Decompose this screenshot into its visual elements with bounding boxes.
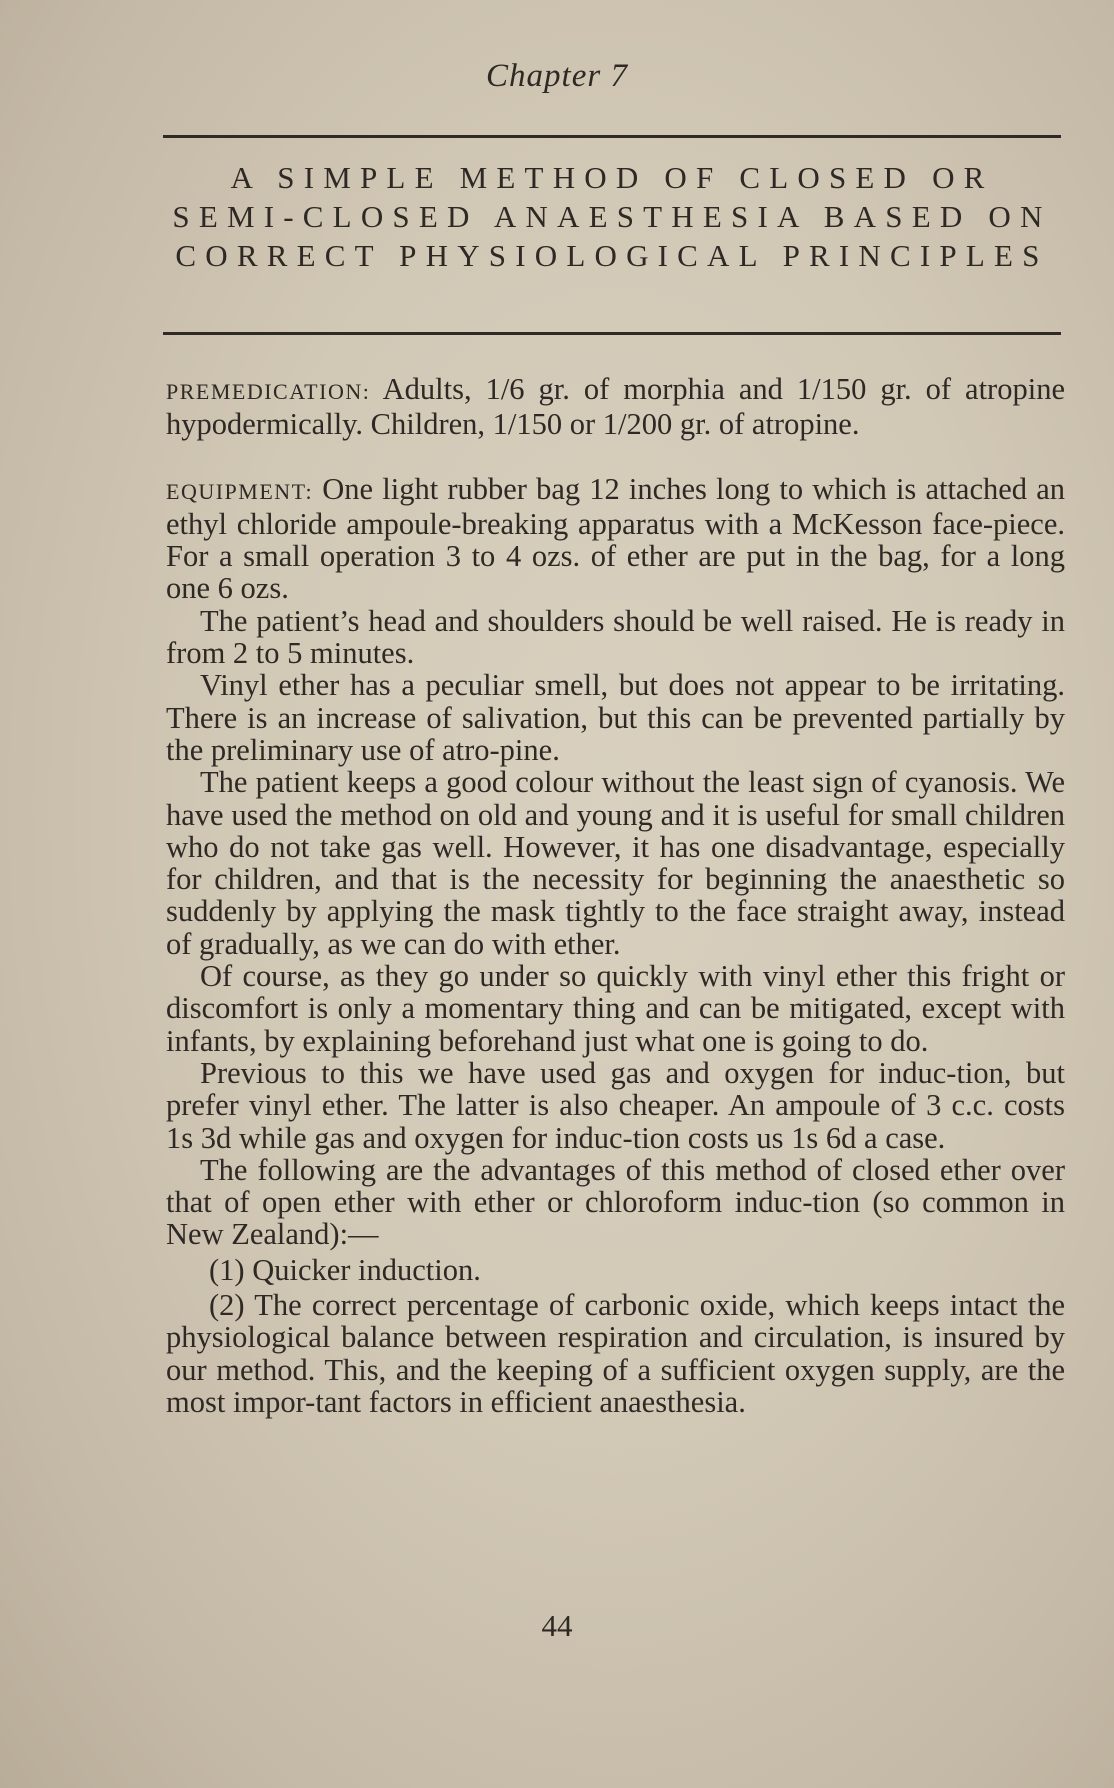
equipment-text: One light rubber bag 12 inches long to which is attached an ethyl chloride ampoule-breaking apparatus with a McKesson face-piece. For a small operation 3 to 4 ozs. of ether are put in the bag, for a long one 6 ozs. <box>166 471 1065 606</box>
paragraph: Of course, as they go under so quickly with vinyl ether this fright or discomfort is only a momentary thing and can be mitigated, except with infants, by explaining beforehand just what one is going to do. <box>166 959 1065 1058</box>
list-item: (2) The correct percentage of carbonic oxide, which keeps intact the physiological balance between respiration and circulation, is insured by our method. This, and the keeping of a sufficient oxygen supply, are the most impor-tant factors in efficient anaesthesia. <box>166 1288 1065 1419</box>
paragraph: Vinyl ether has a peculiar smell, but does not appear to be irritating. There is an increase of salivation, but this can be prevented partially by the preliminary use of atro-pine. <box>166 668 1065 767</box>
premedication-label: PREMEDICATION: <box>166 379 371 404</box>
premedication-paragraph <box>166 373 1065 441</box>
paragraph: The patient keeps a good colour without the least sign of cyanosis. We have used the method on old and young and it is useful for small children who do not take gas well. However, it has one disadvantage, especially for children, and that is the necessity for beginning the anaesthetic so suddenly by applying the mask tightly to the face straight away, instead of gradually, as we can do with ether. <box>166 765 1065 961</box>
paragraph: The following are the advantages of this method of closed ether over that of open ether with ether or chloroform induc-tion (so common in New Zealand):— <box>166 1152 1065 1252</box>
list-item: (1) Quicker induction. <box>209 1252 481 1287</box>
body-text <box>166 373 1065 1418</box>
equipment-paragraph <box>166 473 1065 605</box>
top-rule <box>163 135 1061 138</box>
paragraph: Previous to this we have used gas and oxygen for induc-tion, but prefer vinyl ether. The latter is also cheaper. An ampoule of 3 c.c. costs 1s 3d while gas and oxygen for induc-tion costs us 1s 6d a case. <box>166 1055 1065 1155</box>
bottom-rule <box>163 332 1061 335</box>
equipment-label: EQUIPMENT: <box>166 478 314 504</box>
chapter-heading: Chapter 7 <box>486 58 628 94</box>
premedication-text: Adults, 1/6 gr. of morphia and 1/150 gr. of atropine hypodermically. Children, 1/150 or 1/200 gr. of atropine. <box>166 372 1065 442</box>
paragraph: The patient’s head and shoulders should be well raised. He is ready in from 2 to 5 minutes. <box>166 603 1065 671</box>
page-number: 44 <box>541 1608 573 1643</box>
chapter-title: A SIMPLE METHOD OF CLOSED OR SEMI-CLOSED ANAESTHESIA BASED ON CORRECT PHYSIOLOGICAL PRINCIPLES <box>172 160 1052 273</box>
